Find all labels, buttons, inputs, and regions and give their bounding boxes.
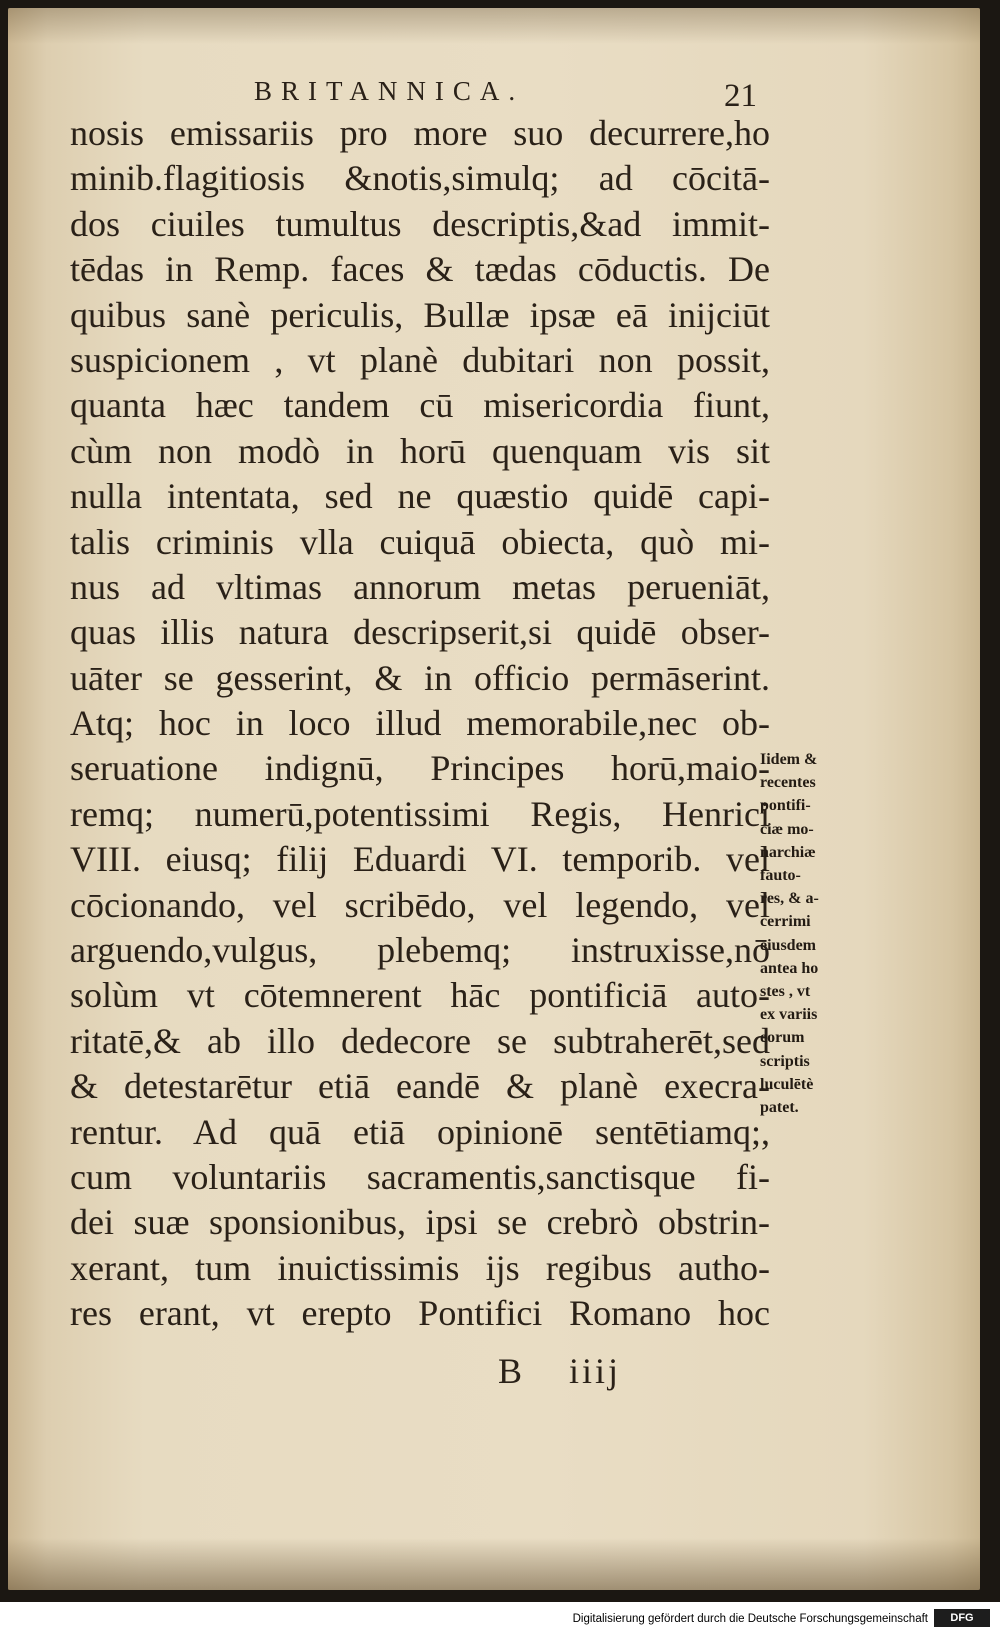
text-line: cum voluntariis sacramentis,sanctisque fi-	[70, 1156, 770, 1197]
text-line: res erant, vt erepto Pontifici Romano hoc	[70, 1293, 770, 1334]
margin-line: ciæ mo-	[760, 820, 814, 838]
text-line: ritatē,& ab illo dedecore se subtraherēt,sed	[70, 1020, 770, 1061]
running-head: BRITANNICA.	[254, 76, 525, 106]
text-line: & detestarētur etiā eandē & planè execra-	[70, 1066, 770, 1107]
text-line: cùm non modò in horū quenquam vis sit	[70, 430, 770, 471]
margin-line: cerrimi	[760, 913, 811, 931]
text-line: rentur. Ad quā etiā opinionē sentētiamq;,	[70, 1111, 770, 1152]
text-line: tēdas in Remp. faces & tædas cōductis. De	[70, 249, 770, 290]
text-line: talis criminis vlla cuiquā obiecta, quò mi-	[70, 521, 770, 562]
text-line: remq; numerū,potentissimi Regis, Henrici	[70, 793, 770, 834]
text-line: uāter se gesserint, & in officio permāserint.	[70, 657, 770, 698]
text-line: seruatione indignū, Principes horū,maio-	[70, 748, 770, 789]
text-line: minib.flagitiosis &notis,simulq; ad cōcitā-	[70, 158, 770, 199]
body-text	[70, 111, 770, 1337]
margin-line: eiusdem	[760, 936, 816, 954]
margin-line: antea ho	[760, 959, 819, 977]
signature-mark: B iiij	[498, 1351, 622, 1391]
margin-line: luculētè	[760, 1075, 814, 1093]
margin-line: stes , vt	[760, 983, 811, 1001]
text-line: nulla intentata, sed ne quæstio quidē capi-	[70, 476, 770, 517]
margin-line: Iidem &	[760, 751, 818, 768]
margin-line: narchiæ	[760, 843, 816, 861]
margin-line: fauto-	[760, 867, 801, 885]
margin-line: ex variis	[760, 1006, 818, 1024]
text-line: VIII. eiusq; filij Eduardi VI. temporib. vel	[70, 839, 770, 880]
margin-line: pontifi-	[760, 797, 811, 815]
text-line: dei suæ sponsionibus, ipsi se crebrò obstrin-	[70, 1202, 770, 1243]
margin-line: eorum	[760, 1029, 805, 1047]
margin-line: scriptis	[760, 1052, 810, 1070]
text-line: xerant, tum inuictissimis ijs regibus autho-	[70, 1247, 770, 1288]
text-line: nus ad vltimas annorum metas perueniāt,	[70, 566, 770, 607]
text-line: cōcionando, vel scribēdo, vel legendo, vel	[70, 884, 770, 925]
text-line: arguendo,vulgus, plebemq; instruxisse,nō	[70, 930, 770, 971]
text-line: quanta hæc tandem cū misericordia fiunt,	[70, 385, 770, 426]
dfg-logo: DFG	[934, 1609, 990, 1627]
page-number: 21	[724, 78, 757, 114]
text-line: nosis emissariis pro more suo decurrere,ho	[70, 113, 770, 153]
margin-line: res, & a-	[760, 890, 819, 908]
text-line: dos ciuiles tumultus descriptis,&ad immit-	[70, 203, 770, 244]
text-line: Atq; hoc in loco illud memorabile,nec ob-	[70, 703, 770, 744]
funding-credit: Digitalisierung gefördert durch die Deutsche Forschungsgemeinschaft	[572, 1613, 928, 1625]
margin-line: patet.	[760, 1099, 799, 1117]
text-line: quibus sanè periculis, Bullæ ipsæ eā inijciūt	[70, 294, 770, 335]
text-line: suspicionem , vt planè dubitari non possit,	[70, 339, 770, 380]
text-line: quas illis natura descripserit,si quidē obser-	[70, 612, 770, 653]
book-page	[8, 8, 980, 1590]
marginal-note	[760, 748, 858, 1119]
margin-line: recentes	[760, 774, 816, 792]
text-line: solùm vt cōtemnerent hāc pontificiā auto-	[70, 975, 770, 1016]
